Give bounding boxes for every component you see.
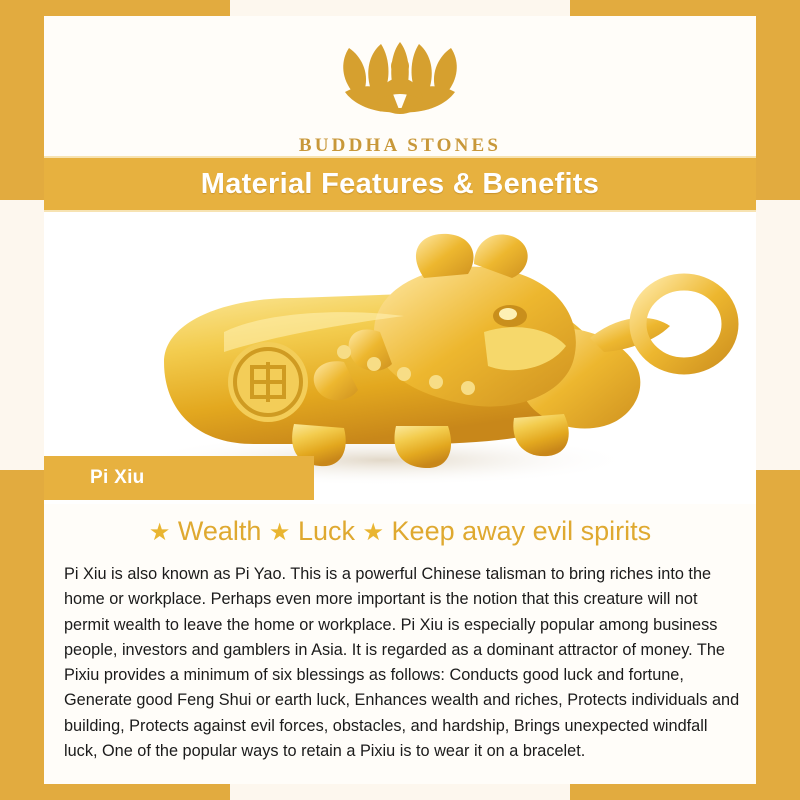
content-card <box>44 16 756 784</box>
brand-name: BUDDHA STONES <box>298 135 502 156</box>
benefits-headline <box>44 516 756 547</box>
section-banner-border <box>44 156 756 212</box>
frame-corner-top-left <box>0 0 44 200</box>
photo-caption <box>44 456 314 500</box>
frame-bar-top-left <box>0 0 230 16</box>
brand-logo <box>44 26 756 157</box>
lotus-meditation-icon <box>315 26 485 131</box>
section-banner <box>44 156 756 212</box>
star-icon-2: ★ <box>268 519 291 546</box>
benefit-wealth: Wealth <box>177 516 262 546</box>
photo-caption-label: Pi Xiu <box>90 467 145 488</box>
frame-corner-top-right <box>756 0 800 200</box>
description-paragraph: Pi Xiu is also known as Pi Yao. This is a powerful Chinese talisman to bring riches into the home or workplace. Perhaps even more important is the notion that this creature will not permit wealth to leave the home or workplace. Pi Xiu is especially popular among business people, investors and gamblers in Asia. It is regarded as a dominant attractor of money. The Pixiu provides a minimum of six blessings as follows: Conducts good luck and fortune, Generate good Feng Shui or earth luck, Enhances wealth and riches, Protects individuals and building, Protects against evil forces, obstacles, and hardship, Brings unexpected windfall luck, One of the popular ways to retain a Pixiu is to wear it on a bracelet. <box>64 565 740 760</box>
star-icon-1: ★ <box>148 519 171 546</box>
frame-bar-bottom-left <box>0 784 230 800</box>
frame-bar-bottom-right <box>570 784 800 800</box>
benefit-evil-spirits: Keep away evil spirits <box>391 516 652 546</box>
page-title: Material Features & Benefits <box>200 167 600 200</box>
benefit-luck: Luck <box>297 516 355 546</box>
frame-corner-bottom-right <box>756 470 800 800</box>
frame-bar-top-right <box>570 0 800 16</box>
frame-corner-bottom-left <box>0 470 44 800</box>
star-icon-3: ★ <box>362 519 385 546</box>
